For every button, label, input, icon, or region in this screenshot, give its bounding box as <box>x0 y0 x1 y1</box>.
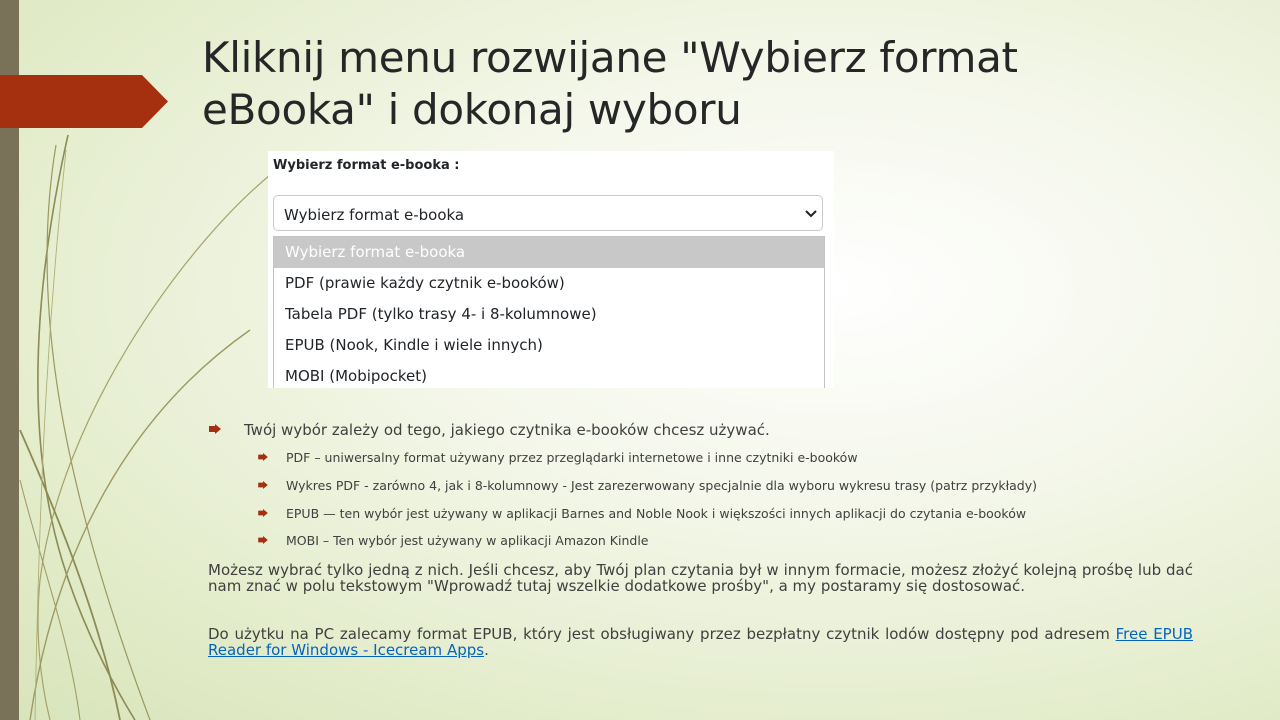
select-label: Wybierz format e-booka : <box>273 158 460 173</box>
bullet-arrow-icon <box>258 453 268 461</box>
sub-bullet-mobi: MOBI – Ten wybór jest używany w aplikacji Amazon Kindle <box>286 533 649 548</box>
bullet-arrow-icon <box>209 424 221 434</box>
select-current-value: Wybierz format e-booka <box>284 206 465 224</box>
paragraph-text: Do użytku na PC zalecamy format EPUB, który jest obsługiwany przez bezpłatny czytnik lodów dostępny pod adresem <box>208 625 1110 643</box>
select-option[interactable]: PDF (prawie każdy czytnik e-booków) <box>285 274 565 292</box>
sub-bullet-pdf: PDF – uniwersalny format używany przez przeglądarki internetowe i inne czytniki e-booków <box>286 450 858 465</box>
select-option[interactable]: EPUB (Nook, Kindle i wiele innych) <box>285 336 543 354</box>
bullet-arrow-icon <box>258 509 268 517</box>
paragraph-end: . <box>484 641 489 659</box>
sub-bullet-epub: EPUB — ten wybór jest używany w aplikacji Barnes and Noble Nook i większości innych aplikacji do czytania e-booków <box>286 506 1027 521</box>
sub-bullet-pdf-chart: Wykres PDF - zarówno 4, jak i 8-kolumnowy - Jest zarezerwowany specjalnie dla wyboru wykresu trasy (patrz przykłady) <box>286 478 1038 493</box>
slide-title: Kliknij menu rozwijane "Wybierz format eBooka" i dokonaj wyboru <box>202 33 1018 134</box>
bullet-arrow-icon <box>258 536 268 544</box>
paragraph-choose-one: Możesz wybrać tylko jedną z nich. Jeśli chcesz, aby Twój plan czytania był w innym formacie, możesz złożyć kolejną prośbę lub dać nam znać w polu tekstowym "Wprowadź tutaj wszelkie dodatkowe prośby", a my postaramy się dostosować. <box>208 561 1193 595</box>
paragraph-pc-recommendation <box>208 626 1193 658</box>
select-option[interactable]: MOBI (Mobipocket) <box>285 367 427 385</box>
main-bullet: Twój wybór zależy od tego, jakiego czytnika e-booków chcesz używać. <box>244 421 770 439</box>
select-option[interactable]: Wybierz format e-booka <box>274 237 824 268</box>
epub-reader-link[interactable]: Free EPUB Reader for Windows - Icecream Apps <box>208 625 1193 659</box>
bullet-arrow-icon <box>258 481 268 489</box>
select-option[interactable]: Tabela PDF (tylko trasy 4- i 8-kolumnowe) <box>285 305 597 323</box>
